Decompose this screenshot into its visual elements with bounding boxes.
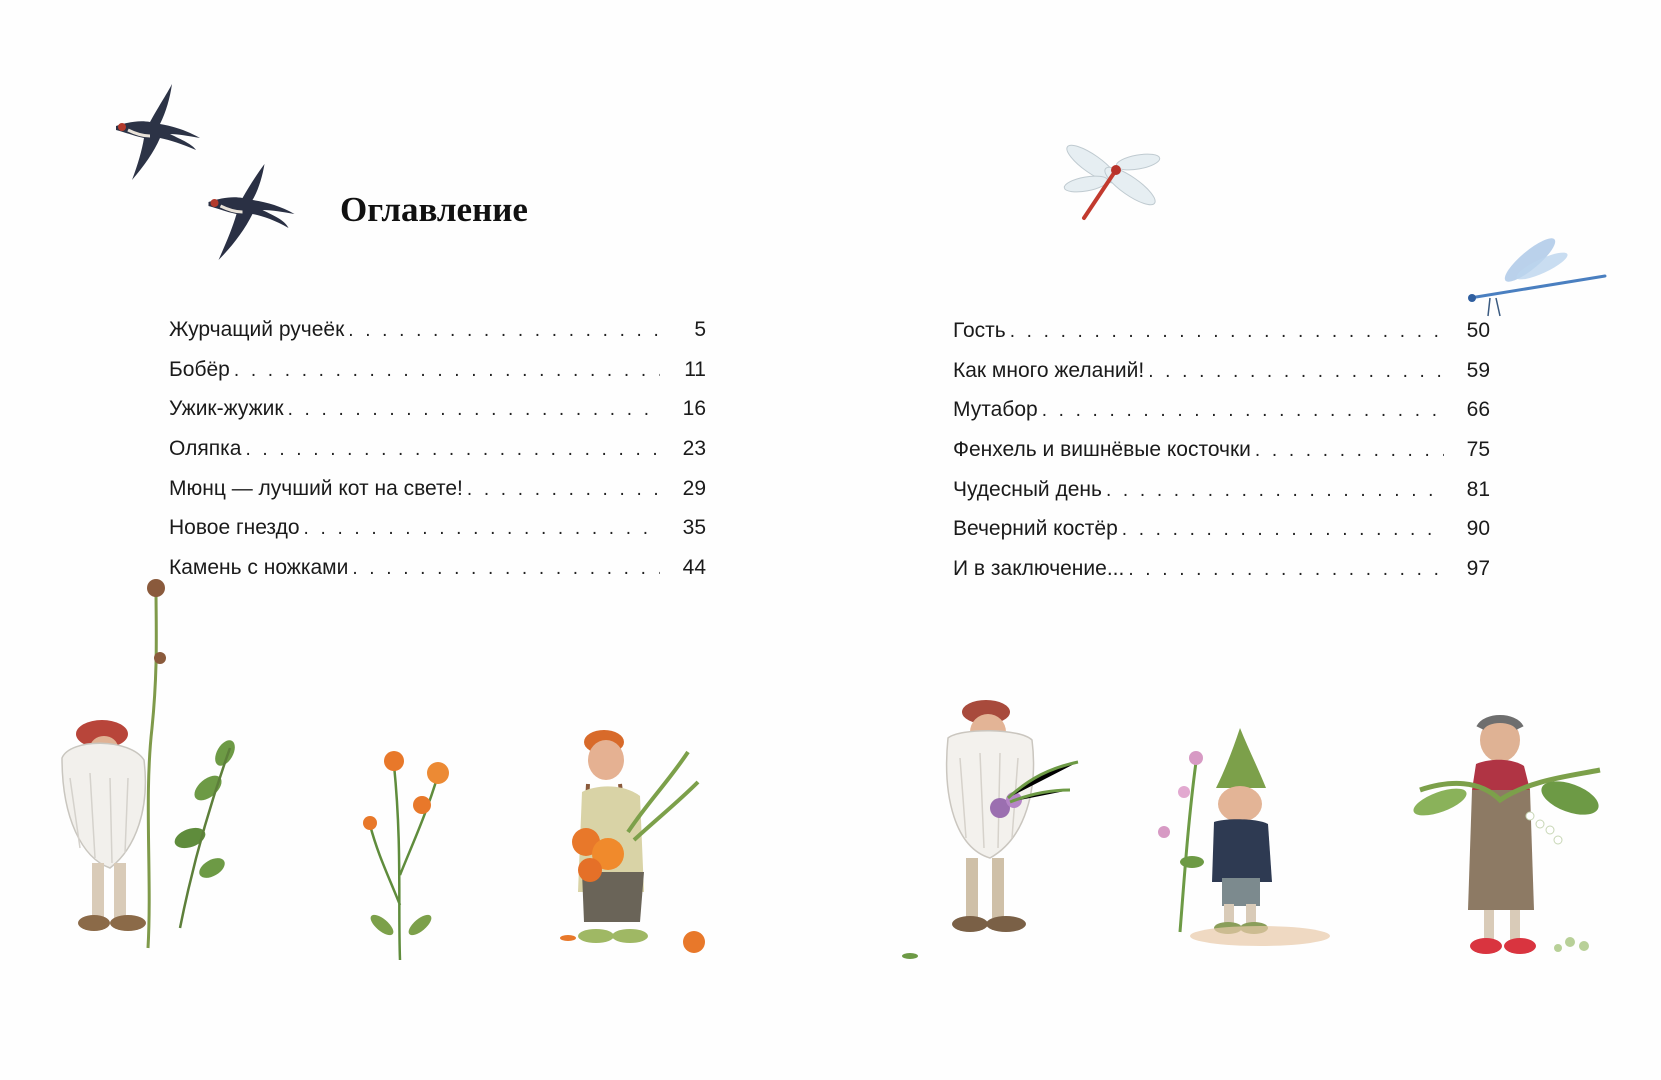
toc-entry-title: Гость xyxy=(953,319,1006,342)
toc-entry[interactable] xyxy=(169,437,706,477)
dot-leader xyxy=(1128,559,1444,581)
toc-entry[interactable] xyxy=(953,438,1490,478)
toc-entry-title: Бобёр xyxy=(169,357,230,381)
gnome-with-wildflower-illustration xyxy=(40,578,270,958)
toc-page-number: 81 xyxy=(1466,477,1490,501)
toc-list-right xyxy=(953,319,1490,597)
toc-entry[interactable] xyxy=(169,477,706,517)
toc-entry-title: Новое гнездо xyxy=(169,516,300,540)
toc-list-left xyxy=(169,318,706,596)
calendula-flower-illustration xyxy=(360,735,460,965)
toc-entry-title: Оляпка xyxy=(169,437,242,461)
dot-leader xyxy=(234,360,660,382)
toc-page-number: 5 xyxy=(694,318,706,341)
toc-entry-title: Мюнц — лучший кот на свете! xyxy=(169,476,463,500)
dot-leader xyxy=(352,558,660,580)
toc-entry-title: И в заключение... xyxy=(953,557,1125,581)
toc-page-number: 97 xyxy=(1466,557,1490,581)
dot-leader xyxy=(348,320,660,342)
dot-leader xyxy=(1148,361,1444,383)
gnome-girl-with-bouquet-illustration xyxy=(548,722,728,962)
dragonfly-icon xyxy=(1052,134,1172,234)
dot-leader xyxy=(304,518,660,540)
toc-page-number: 66 xyxy=(1466,398,1490,422)
toc-page-number: 59 xyxy=(1466,358,1490,382)
toc-entry[interactable] xyxy=(953,359,1490,399)
left-page xyxy=(0,0,830,1080)
dot-leader xyxy=(245,439,660,461)
gnome-with-herbs-illustration xyxy=(890,698,1090,968)
dot-leader xyxy=(288,399,660,421)
toc-entry-title: Журчащий ручеёк xyxy=(169,318,345,341)
toc-entry[interactable] xyxy=(953,517,1490,557)
toc-entry[interactable] xyxy=(953,478,1490,518)
toc-page-number: 16 xyxy=(682,397,706,421)
toc-entry-title: Фенхель и вишнёвые косточки xyxy=(953,438,1251,462)
toc-page-number: 50 xyxy=(1466,319,1490,342)
toc-entry-title: Вечерний костёр xyxy=(953,517,1118,541)
dot-leader xyxy=(1042,400,1444,422)
toc-entry-title: Чудесный день xyxy=(953,477,1102,501)
toc-entry[interactable] xyxy=(169,318,706,358)
toc-page-number: 11 xyxy=(684,357,706,381)
dot-leader xyxy=(1122,519,1444,541)
gnome-with-geranium-illustration xyxy=(1140,722,1340,952)
toc-entry[interactable] xyxy=(953,398,1490,438)
toc-entry-title: Как много желаний! xyxy=(953,358,1145,382)
swallow-icon xyxy=(198,162,298,262)
toc-entry-title: Камень с ножками xyxy=(169,556,349,580)
toc-entry[interactable] xyxy=(169,516,706,556)
toc-page-number: 35 xyxy=(682,516,706,540)
toc-entry-title: Ужик-жужик xyxy=(169,397,284,421)
dot-leader xyxy=(1106,480,1444,502)
dot-leader xyxy=(1010,321,1444,343)
damselfly-icon xyxy=(1460,236,1610,326)
swallow-icon xyxy=(108,82,203,182)
toc-entry[interactable] xyxy=(169,358,706,398)
right-page xyxy=(830,0,1660,1080)
toc-entry-title: Мутабор xyxy=(953,398,1038,422)
toc-entry[interactable] xyxy=(953,319,1490,359)
toc-entry[interactable] xyxy=(169,397,706,437)
toc-page-number: 75 xyxy=(1466,438,1490,462)
gnome-with-lily-of-the-valley-illustration xyxy=(1380,710,1620,970)
toc-page-number: 90 xyxy=(1466,517,1490,541)
dot-leader xyxy=(1255,440,1444,462)
dot-leader xyxy=(467,479,660,501)
page-title: Оглавление xyxy=(340,190,528,229)
toc-page-number: 44 xyxy=(682,556,706,580)
toc-page-number: 29 xyxy=(682,476,706,500)
toc-page-number: 23 xyxy=(682,437,706,461)
toc-entry[interactable] xyxy=(953,557,1490,597)
